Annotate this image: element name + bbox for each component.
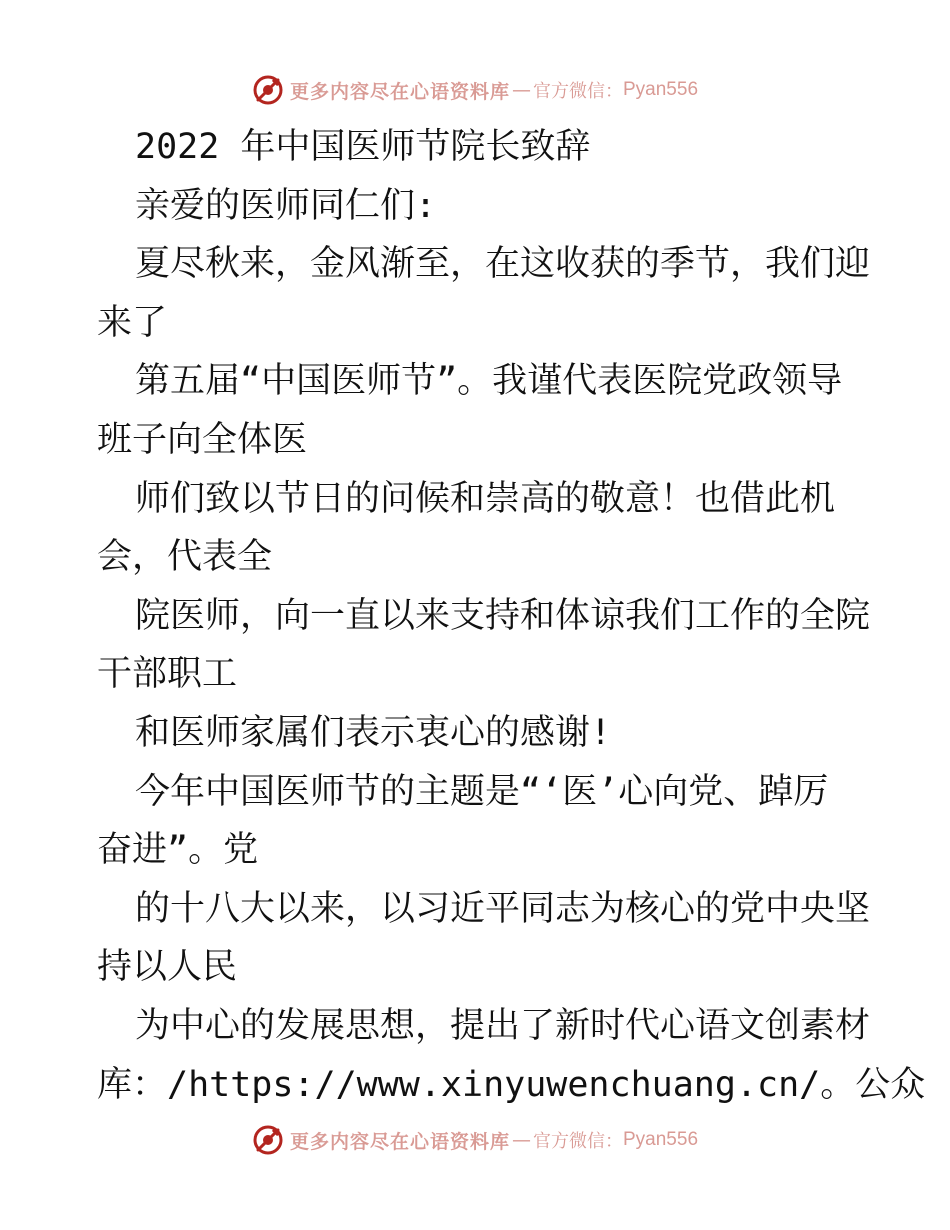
header-banner-id: Pyan556 bbox=[623, 79, 699, 100]
doc-line: 班子向全体医 bbox=[97, 419, 308, 460]
doc-line: 持以人民 bbox=[97, 947, 238, 988]
footer-banner-separator: — bbox=[512, 1129, 531, 1151]
doc-line: 和医师家属们表示衷心的感谢! bbox=[135, 712, 612, 753]
document-body bbox=[97, 118, 926, 1114]
doc-line: 夏尽秋来，金风渐至，在这收获的季节，我们迎 bbox=[135, 244, 871, 285]
header-banner-sub: 官方微信： bbox=[533, 81, 623, 102]
footer-banner bbox=[0, 1120, 950, 1160]
doc-line: 亲爱的医师同仁们: bbox=[135, 185, 437, 226]
doc-line: 的十八大以来，以习近平同志为核心的党中央坚 bbox=[135, 888, 871, 929]
doc-line: 会，代表全 bbox=[97, 537, 273, 578]
header-banner bbox=[0, 70, 950, 110]
footer-banner-id: Pyan556 bbox=[623, 1129, 699, 1150]
doc-title: 2022 年中国医师节院长致辞 bbox=[135, 127, 591, 167]
doc-line: 干部职工 bbox=[97, 654, 238, 695]
doc-line: 第五届“中国医师节”。我谨代表医院党政领导 bbox=[135, 361, 843, 402]
header-banner-separator: — bbox=[512, 79, 531, 101]
brand-logo-icon bbox=[252, 1124, 284, 1156]
doc-line: 师们致以节日的问候和崇高的敬意！也借此机 bbox=[135, 478, 836, 519]
doc-line: 今年中国医师节的主题是“‘医’心向党、踔厉 bbox=[135, 771, 829, 812]
header-banner-main: 更多内容尽在心语资料库 bbox=[289, 80, 510, 103]
footer-banner-main: 更多内容尽在心语资料库 bbox=[289, 1130, 510, 1153]
doc-line: 院医师，向一直以来支持和体谅我们工作的全院 bbox=[135, 595, 871, 636]
doc-line: 库：/https://www.xinyuwenchuang.cn/。公众 bbox=[97, 1064, 926, 1105]
doc-line: 为中心的发展思想，提出了新时代心语文创素材 bbox=[135, 1005, 871, 1046]
doc-line: 奋进”。党 bbox=[97, 830, 259, 871]
footer-banner-sub: 官方微信： bbox=[533, 1131, 623, 1152]
brand-logo-icon bbox=[252, 74, 284, 106]
doc-line: 来了 bbox=[97, 302, 168, 343]
